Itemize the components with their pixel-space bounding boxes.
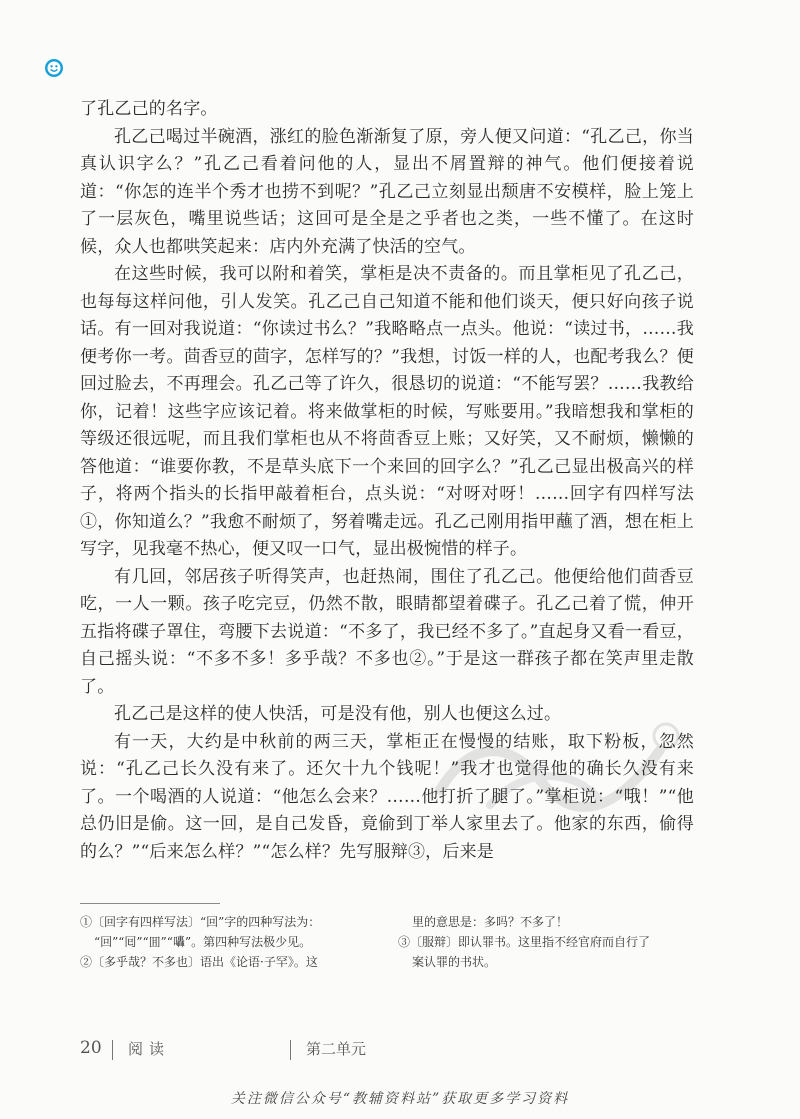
footer-divider: [112, 1040, 113, 1060]
paragraph: 有几回，邻居孩子听得笑声，也赶热闹，围住了孔乙己。他便给他们茴香豆吃，一人一颗。孩子吃完豆，仍然不散，眼睛都望着碟子。孔乙己着了慌，伸开五指将碟子罩住，弯腰下去说道：“不多了，我已经不多了。”直起身又看一看豆，自己摇头说：“不多不多！多乎哉？不多也②。”于是这一群孩子都在笑声里走散了。: [80, 566, 694, 697]
paragraph: 孔乙己喝过半碗酒，涨红的脸色渐渐复了原，旁人便又问道：“孔乙己，你当真认识字么？”孔乙己看着问他的人，显出不屑置辩的神气。他们便接着说道：“你怎的连半个秀才也捞不到呢？”孔乙己立刻显出颓唐不安模样，脸上笼上了一层灰色，嘴里说些话；这回可是全是之乎者也之类，一些不懂了。在这时候，众人也都哄笑起来：店内外充满了快活的空气。: [80, 126, 694, 257]
footnote-1-line-2: “回”“囘”“囬”“𡆀”。第四种写法极少见。: [94, 935, 312, 949]
page-number: 20: [80, 1038, 102, 1058]
footnote-3-line-1: ③〔服辩〕即认罪书。这里指不经官府而自行了: [398, 935, 651, 949]
page-footer: [80, 1038, 700, 1062]
footnote-divider: [80, 903, 220, 904]
paragraph: 有一天，大约是中秋前的两三天，掌柜正在慢慢的结账，取下粉板，忽然说：“孔乙己长久没有来了。还欠十九个钱呢！”我才也觉得他的确长久没有来了。一个喝酒的人说道：“他怎么会来？……他打折了腿了。”掌柜说：“哦！”“他总仍旧是偷。这一回，是自己发昏，竟偷到丁举人家里去了。他家的东西，偷得的么？”“后来怎么样？”“怎么样？先写服辩③，后来是: [80, 731, 694, 862]
footnote-1-line-1: ①〔回字有四样写法〕“回”字的四种写法为：: [80, 915, 321, 929]
footnote-column-left: [80, 912, 380, 972]
footnote-2-line-2: 里的意思是：多吗？不多了！: [412, 915, 569, 929]
paragraph: 孔乙己是这样的使人快活，可是没有他，别人也便这么过。: [114, 704, 562, 724]
smiley-icon: [44, 58, 64, 78]
footnote-2-continued: [398, 912, 700, 932]
unit-label: 第二单元: [306, 1040, 367, 1058]
footnote-1: [80, 912, 380, 952]
footnote-2-line-1: ②〔多乎哉？不多也〕语出《论语·子罕》。这: [80, 955, 318, 969]
footer-divider: [290, 1040, 291, 1060]
book-section-label: 阅读: [128, 1040, 171, 1058]
footnote-column-right: [398, 912, 700, 972]
footnote-3: [398, 932, 700, 972]
story-text: [80, 96, 694, 866]
footnote-3-line-2: 案认罪的书状。: [412, 955, 497, 969]
footnote-2: [80, 952, 380, 972]
promo-caption: 关注微信公众号“教辅资料站”获取更多学习资料: [230, 1091, 570, 1107]
paragraph: 在这些时候，我可以附和着笑，掌柜是决不责备的。而且掌柜见了孔乙己，也每每这样问他，引人发笑。孔乙己自己知道不能和他们谈天，便只好向孩子说话。有一回对我说道：“你读过书么？”我略略点一点头。他说：“读过书，……我便考你一考。茴香豆的茴字，怎样写的？”我想，讨饭一样的人，也配考我么？便回过脸去，不再理会。孔乙己等了许久，很恳切的说道：“不能写罢？……我教给你，记着！这些字应该记着。将来做掌柜的时候，写账要用。”我暗想我和掌柜的等级还很远呢，而且我们掌柜也从不将茴香豆上账；又好笑，又不耐烦，懒懒的答他道：“谁要你教，不是草头底下一个来回的回字么？”孔乙己显出极高兴的样子，将两个指头的长指甲敲着柜台，点头说：“对呀对呀！……回字有四样写法①，你知道么？”我愈不耐烦了，努着嘴走远。孔乙己刚用指甲蘸了酒，想在柜上写字，见我毫不热心，便又叹一口气，显出极惋惜的样子。: [80, 264, 694, 559]
paragraph: 了孔乙己的名字。: [80, 99, 218, 119]
